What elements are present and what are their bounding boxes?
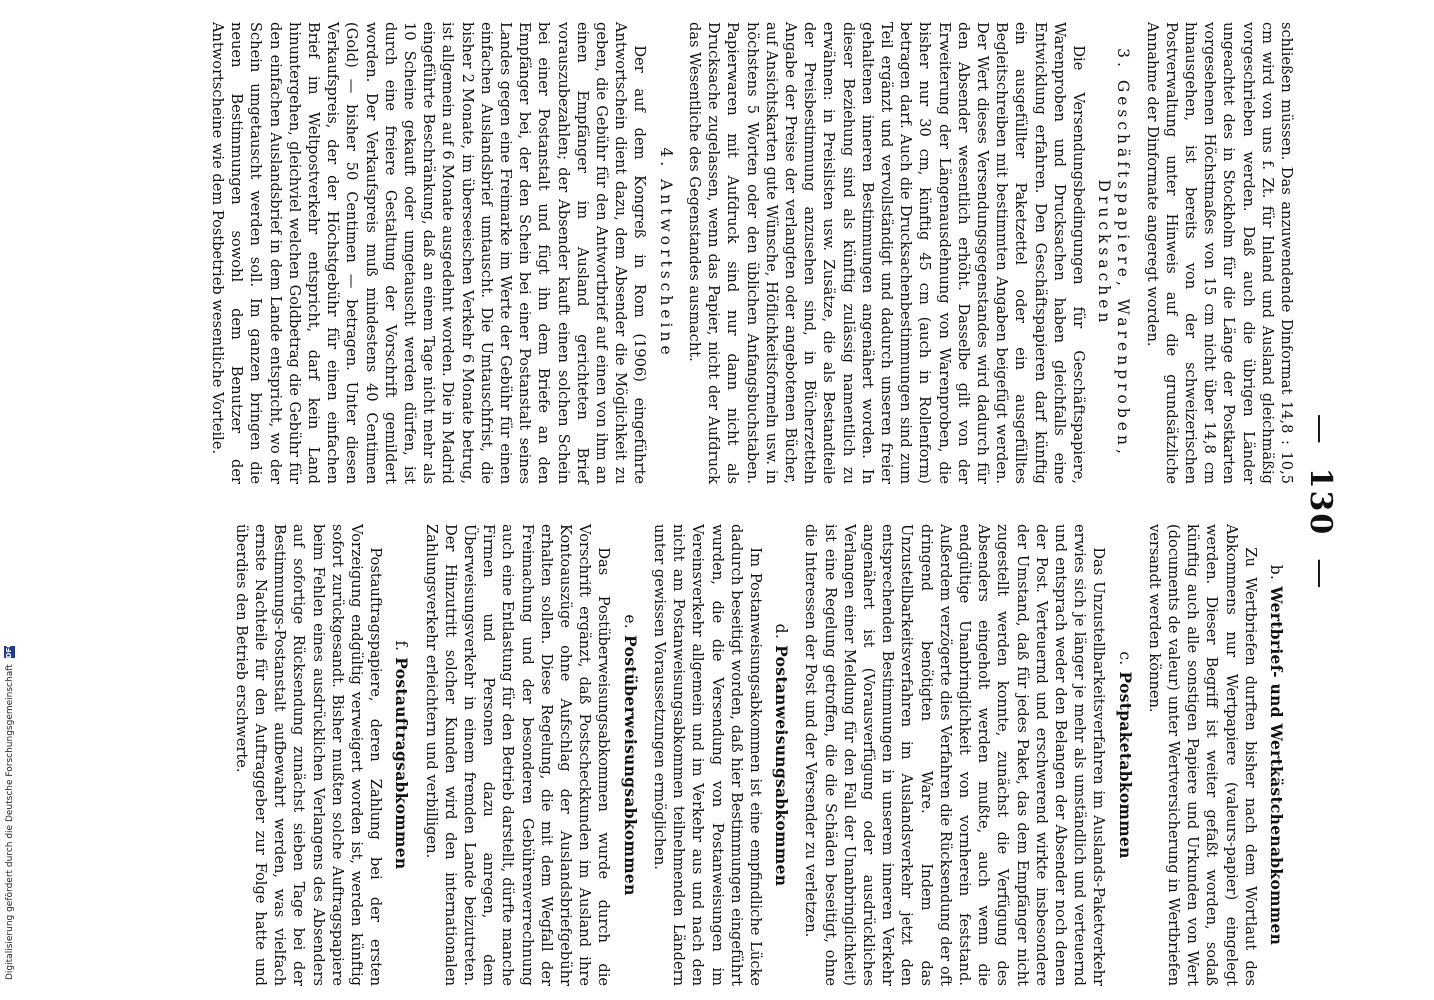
rotated-page [135, 22, 1340, 986]
paragraph: Das Unzustellbarkeitsverfahren im Auslands-Paketverkehr erwies sich je länger je mehr als umständlich und verteuernd und entsprach weder den Belangen der Absender noch denen der Post. Verteuernd und erschwerend wirkte insbesondere der Umstand, daß für jedes Paket, das dem Empfänger nicht zugestellt werden konnte, zunächst die Verfügung des Absenders eingeholt werden mußte, auch wenn die endgültige Unanbringlichkeit von vornherein feststand. Außerdem verzögerte dies Verfahren die Rücksendung der oft dringend benötigten Ware. Indem das Unzustellbarkeitsverfahren im Auslandsverkehr jetzt den entsprechenden Bestimmungen in unserem inneren Verkehr angenähert ist (Vorausverfügung oder ausdrückliches Verlangen einer Meldung für den Fall der Unanbringlichkeit) ist eine Regelung getroffen, die die Schäden beseitigt, ohne die Interessen der Post und der Versender zu verletzen. [802, 524, 1108, 986]
page-header: —130— [1303, 413, 1338, 591]
section-heading-f: f.Postauftragsabkommen [392, 640, 412, 870]
paragraph: Zu Wertbriefen durften bisher nach dem Wortlaut des Abkommens nur Wertpapiere (valeurs-papier) eingelegt werden. Dieser Begriff ist weiter gefaßt worden, sodaß künftig auch alle sonstigen Papiere und Urkunden von Wert (documents de valeur) unter Wertversicherung in Wertbriefen versandt werden können. [1145, 524, 1259, 986]
paragraph: Im Postanweisungsabkommen ist eine empfindliche Lücke dadurch beseitigt worden, daß hier Bestimmungen eingeführt wurden, die die Versendung von Postanweisungen im Vereinsverkehr allgemein und im Verkehr aus und nach den nicht am Postanweisungsabkommen teilnehmenden Ländern unter gewissen Voraussetzungen ermöglichen. [650, 524, 764, 986]
right-column [135, 524, 1296, 986]
paragraph: Die Versendungsbedingungen für Geschäftspapiere, Warenproben und Drucksachen haben gleichfalls eine Entwicklung erfahren. Den Geschäftspapieren darf künftig ein ausgefüllter Paketzettel oder ein ausgefülltes Begleitschreiben mit bestimmten Angaben beigefügt werden. Der Wert dieses Versendungsgegenstandes wird dadurch für den Absender wesentlich erhöht. Dasselbe gilt von der Erweiterung der Längenausdehnung von Warenproben, die bisher nur 30 cm, künftig 45 cm (auch in Rollenform) betragen darf. Auch die Drucksachenbestimmungen sind zum Teil ergänzt und vervollständigt und dadurch unseren freier gehaltenen inneren Bestimmungen angenähert worden. In dieser Beziehung sind als künftig zulässig namentlich zu erwähnen: in Preislisten usw. Zusätze, die als Bestandteile der Preisbestimmung anzusehen sind, in Bücherzetteln Angabe der Preise der verlangten oder angebotenen Bücher, auf Ansichtskarten gute Wünsche, Höflichkeitsformeln usw. in höchstens 5 Worten oder den üblichen Anfangsbuchstaben. Papierwaren mit Aufdruck sind nur dann nicht als Drucksache zugelassen, wenn das Papier, nicht der Aufdruck das Wesentliche des Gegenstandes ausmacht. [685, 22, 1087, 484]
digitization-credit [3, 4, 17, 994]
section-heading-c: c.Postpaketabkommen [1115, 651, 1135, 859]
paragraph: schließen müssen. Das anzuwendende Dinformat 14,8 : 10,5 cm wird von uns f. Zt. für Inland und Ausland gleichmäßig vorgeschrieben werden. Daß auch die übrigen Länder ungeachtet des in Stockholm für die Länge der Postkarten vorgesehenen Höchstmaßes von 15 cm nicht über 14,8 cm hinausgehen, ist bereits von der schweizerischen Postverwaltung unter Hinweis auf die grundsätzliche Annahme der Dinformate angeregt worden. [1143, 22, 1295, 484]
section-heading-e: e.Postüberweisungsabkommen [620, 614, 640, 896]
section-heading-4: 4. Antwortscheine [656, 147, 675, 359]
section-heading-d: d.Postanweisungsabkommen [772, 623, 792, 887]
paragraph: Das Postüberweisungsabkommen wurde durch die Vorschrift ergänzt, daß Postscheckkunden im Ausland ihre Kontoauszüge ohne Aufschlag der Auslandsbriefgebühr erhalten sollen. Diese Regelung, die mit dem Wegfall der Freimachung und der besonderen Gebührenverrechnung auch eine Entlastung für den Betrieb darstellt, dürfte manche Firmen und Personen dazu anregen, dem Überweisungsverkehr in einem fremden Lande beizutreten. Der Hinzutritt solcher Kunden wird den internationalen Zahlungsverkehr erleichtern und verbilligen. [422, 524, 613, 986]
paragraph: Postauftragspapiere, deren Zahlung bei der ersten Vorzeigung endgültig verweigert worden ist, werden künftig sofort zurückgesandt. Bisher mußten solche Auftragspapiere beim Fehlen eines ausdrücklichen Verlangens des Absenders auf sofortige Rücksendung zunächst sieben Tage bei der Bestimmungs-Postanstalt aufbewahrt werden, was vielfach ernste Nachteile für den Auftraggeber zur Folge hatte und überdies den Betrieb erschwerte. [232, 524, 385, 986]
section-heading-3: 3. Geschäftspapiere, Warenproben, Drucksachen [1095, 48, 1133, 458]
page-number: 130 [1303, 467, 1338, 537]
paragraph: Der auf dem Kongreß in Rom (1906) eingeführte Antwortschein dient dazu, dem Absender die Möglichkeit zu geben, die Gebühr für den Antwortbrief auf einen von ihm an einen Empfänger im Ausland gerichteten Brief vorauszubezahlen; der Absender kauft einen solchen Schein bei einer Postanstalt und fügt ihn dem Briefe an den Empfänger bei, der den Schein bei einer Postanstalt seines Landes gegen eine Freimarke im Werte der Gebühr für einen einfachen Auslandsbrief umtauscht. Die Umtauschfrist, die bisher 2 Monate, im überseeischen Verkehr 6 Monate betrug, ist allgemein auf 6 Monate ausgedehnt worden. Die in Madrid eingeführte Beschränkung, daß an einem Tage nicht mehr als 10 Scheine gekauft oder umgetauscht werden dürfen, ist durch eine freiere Gestaltung der Vorschrift gemildert worden. Der Verkaufspreis muß mindestens 40 Centimen (Gold) — bisher 50 Centimen — betragen. Unter diesen Verkaufspreis, der der Höchstgebühr für einen einfachen Brief im Weltpostverkehr entspricht, darf kein Land hinuntergehen, gleichviel welchen Goldbetrag die Gebühr für den einfachen Auslandsbrief in dem Lande entspricht, wo der Schein umgetauscht werden soll. Im ganzen bringen die neuen Bestimmungen sowohl dem Benutzer der Antwortscheine wie dem Postbetrieb wesentliche Vorteile. [209, 22, 649, 484]
left-column [135, 22, 1296, 484]
credit-text: Digitalisierung gefördert durch die Deutsche Forschungsgemeinschaft [5, 664, 15, 980]
section-heading-b: b.Wertbrief- und Wertkästchenabkommen [1267, 564, 1286, 946]
dfg-logo-icon: DFG [5, 642, 13, 659]
